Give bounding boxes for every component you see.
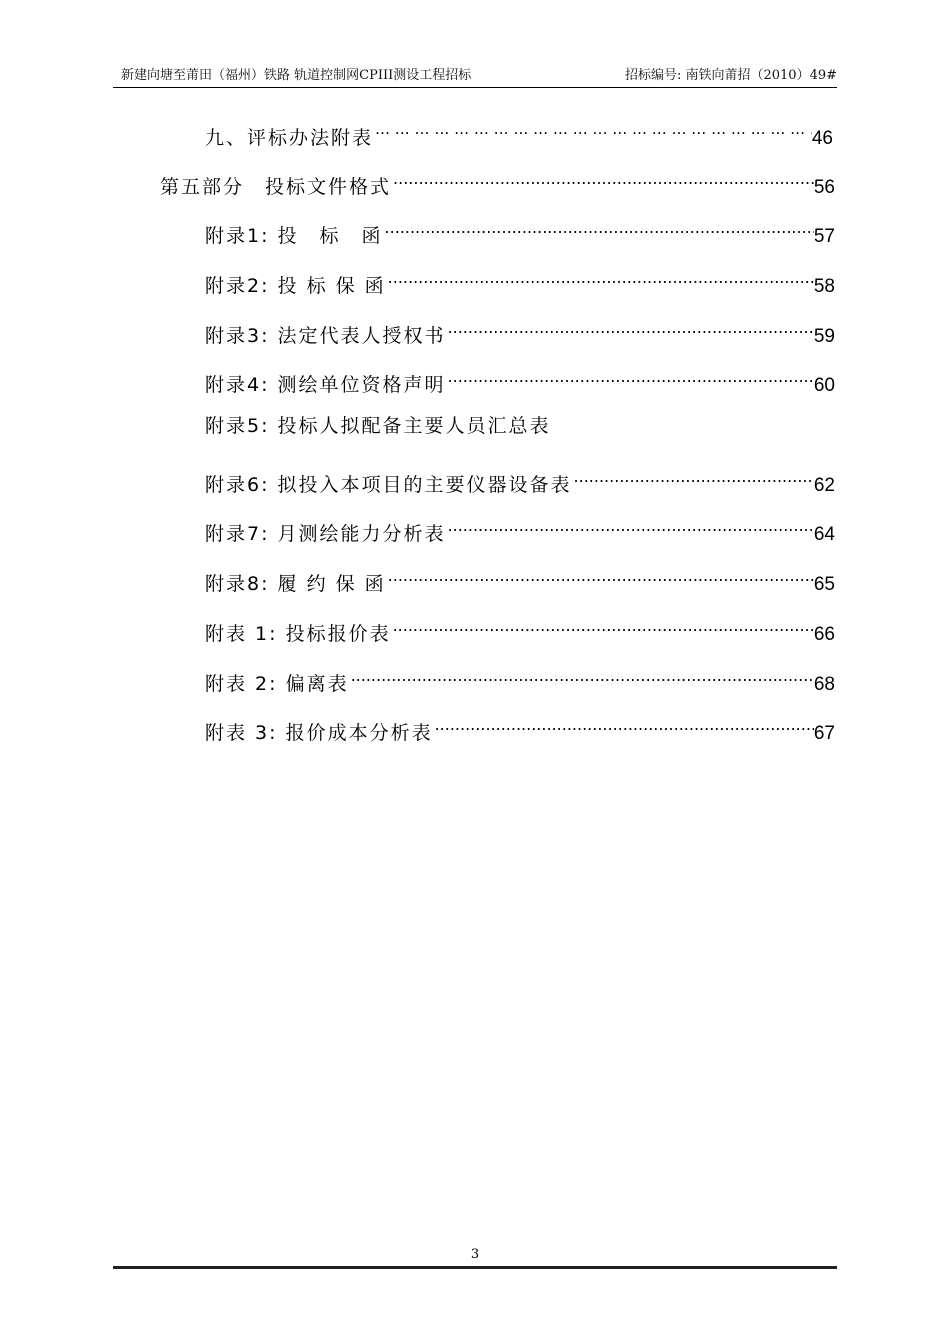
toc-leader — [448, 361, 814, 391]
toc-entry-appendix-2[interactable] — [205, 262, 835, 297]
toc-entry-title: 附表 1: 投标报价表 — [205, 623, 391, 645]
toc-entry-part-five[interactable] — [160, 163, 835, 198]
toc-entry-evaluation-tables[interactable] — [205, 114, 833, 149]
toc-entry-title: 附录4: 测绘单位资格声明 — [205, 374, 446, 396]
toc-page-number: 65 — [813, 574, 835, 595]
header-project-title: 新建向塘至莆田（福州）铁路 轨道控制网CPIII测设工程招标 — [121, 68, 472, 83]
toc-entry-appendix-7[interactable] — [205, 510, 835, 545]
toc-entry-title: 附录6: 拟投入本项目的主要仪器设备表 — [205, 474, 572, 496]
footer-rule — [113, 1266, 837, 1269]
toc-leader — [448, 510, 814, 540]
toc-entry-title: 附录3: 法定代表人授权书 — [205, 325, 446, 347]
toc-page-number: 66 — [813, 624, 835, 645]
toc-entry-appendix-5[interactable] — [205, 411, 835, 441]
toc-entry-appendix-3[interactable] — [205, 312, 835, 347]
toc-page-number: 67 — [813, 723, 835, 744]
toc-entry-title: 附录8: 履 约 保 函 — [205, 573, 386, 595]
toc-entry-appendix-6[interactable] — [205, 461, 835, 496]
toc-page-number: 62 — [813, 475, 835, 496]
toc-entry-table-2[interactable] — [205, 660, 835, 695]
toc-entry-table-1[interactable] — [205, 610, 835, 645]
toc-entry-title: 附录7: 月测绘能力分析表 — [205, 523, 446, 545]
header-rule — [113, 87, 837, 88]
toc-page-number: 46 — [811, 128, 833, 149]
toc-entry-title: 九、评标办法附表 — [205, 127, 374, 149]
toc-entry-title: 附表 2: 偏离表 — [205, 673, 349, 695]
toc-entry-title: 附表 3: 报价成本分析表 — [205, 722, 433, 744]
toc-leader — [435, 709, 814, 739]
toc-entry-table-3[interactable] — [205, 709, 835, 744]
toc-page-number: 57 — [813, 226, 835, 247]
toc-page-number: 60 — [813, 375, 835, 396]
page-number: 3 — [470, 1247, 480, 1262]
toc-entry-title: 附录1: 投 标 函 — [205, 225, 383, 247]
toc-leader — [388, 262, 814, 292]
toc-leader — [393, 610, 814, 640]
toc-leader — [574, 461, 814, 491]
toc-entry-appendix-8[interactable] — [205, 560, 835, 595]
toc-entry-title: 附录2: 投 标 保 函 — [205, 275, 386, 297]
toc-leader — [385, 212, 814, 242]
toc-entry-appendix-1[interactable] — [205, 212, 835, 247]
toc-leader — [448, 312, 814, 342]
toc-entry-title: 附录5: 投标人拟配备主要人员汇总表 — [205, 415, 551, 437]
toc-entry-appendix-4[interactable] — [205, 361, 835, 396]
running-header — [113, 66, 837, 86]
toc-leader — [388, 560, 814, 590]
toc-leader — [351, 660, 814, 690]
toc-page-number: 59 — [813, 326, 835, 347]
toc-leader — [393, 163, 814, 193]
toc-leader — [375, 114, 812, 144]
header-tender-number: 招标编号: 南铁向莆招（2010）49# — [624, 68, 837, 83]
toc-page-number: 56 — [813, 177, 835, 198]
toc-page-number: 58 — [813, 276, 835, 297]
toc-page-number: 68 — [813, 674, 835, 695]
toc-entry-title: 第五部分 投标文件格式 — [160, 176, 392, 198]
toc-page-number: 64 — [813, 524, 835, 545]
